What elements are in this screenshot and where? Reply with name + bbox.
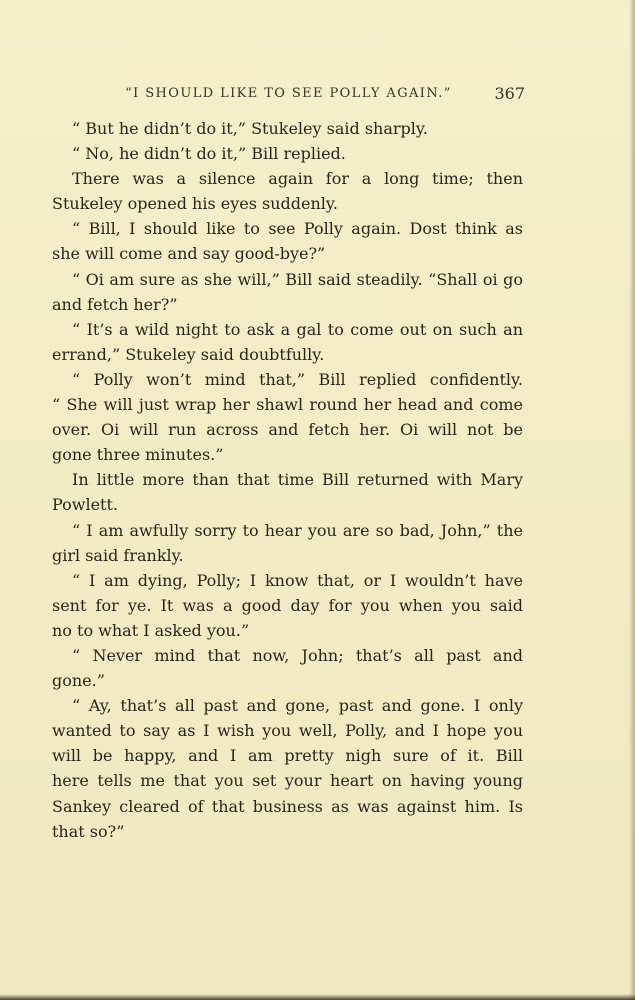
text-line: “ I am awfully sorry to hear you are so bad, John,” the: [72, 520, 523, 540]
text-line: no to what I asked you.”: [52, 620, 250, 640]
text-line: gone three minutes.”: [52, 445, 224, 465]
text-line: girl said frankly.: [52, 545, 184, 565]
text-line: that so?”: [52, 821, 125, 841]
text-line: “ Bill, I should like to see Polly again. Dost think as: [72, 219, 523, 239]
text-line: Stukeley opened his eyes suddenly.: [52, 194, 338, 214]
text-line: “ Polly won’t mind that,” Bill replied confidently.: [72, 369, 523, 389]
text-line: “ She will just wrap her shawl round her head and come: [52, 395, 523, 415]
text-line: here tells me that you set your heart on having young: [52, 771, 523, 791]
text-line: There was a silence again for a long time; then: [72, 169, 523, 189]
text-line: over. Oi will run across and fetch her. Oi will not be: [52, 420, 523, 440]
text-line: Sankey cleared of that business as was against him. Is: [52, 796, 523, 816]
page-bottom-edge: [0, 994, 635, 1000]
text-line: gone.”: [52, 671, 105, 691]
page-number: 367: [494, 84, 525, 103]
text-line: and fetch her?”: [52, 294, 178, 314]
text-line: will be happy, and I am pretty nigh sure of it. Bill: [52, 746, 523, 766]
text-line: “ Oi am sure as she will,” Bill said steadily. “Shall oi go: [72, 269, 523, 289]
text-line: “ But he didn’t do it,” Stukeley said sharply.: [72, 119, 428, 138]
text-line: sent for ye. It was a good day for you when you said: [52, 595, 523, 615]
text-line: “ Ay, that’s all past and gone, past and gone. I only: [72, 696, 523, 716]
text-line: “ No, he didn’t do it,” Bill replied.: [72, 144, 346, 164]
text-line: she will come and say good-bye?”: [52, 244, 326, 264]
text-line: “ It’s a wild night to ask a gal to come out on such an: [72, 319, 523, 339]
running-head: “I SHOULD LIKE TO SEE POLLY AGAIN.”: [125, 86, 452, 101]
text-line: In little more than that time Bill returned with Mary: [72, 470, 523, 490]
text-line: “ Never mind that now, John; that’s all past and: [72, 645, 523, 665]
page-body-text: [52, 116, 523, 844]
text-line: “ I am dying, Polly; I know that, or I wouldn’t have: [72, 570, 523, 590]
text-line: errand,” Stukeley said doubtfully.: [52, 344, 325, 364]
text-line: wanted to say as I wish you well, Polly, and I hope you: [52, 721, 523, 741]
text-line: Powlett.: [52, 495, 118, 515]
